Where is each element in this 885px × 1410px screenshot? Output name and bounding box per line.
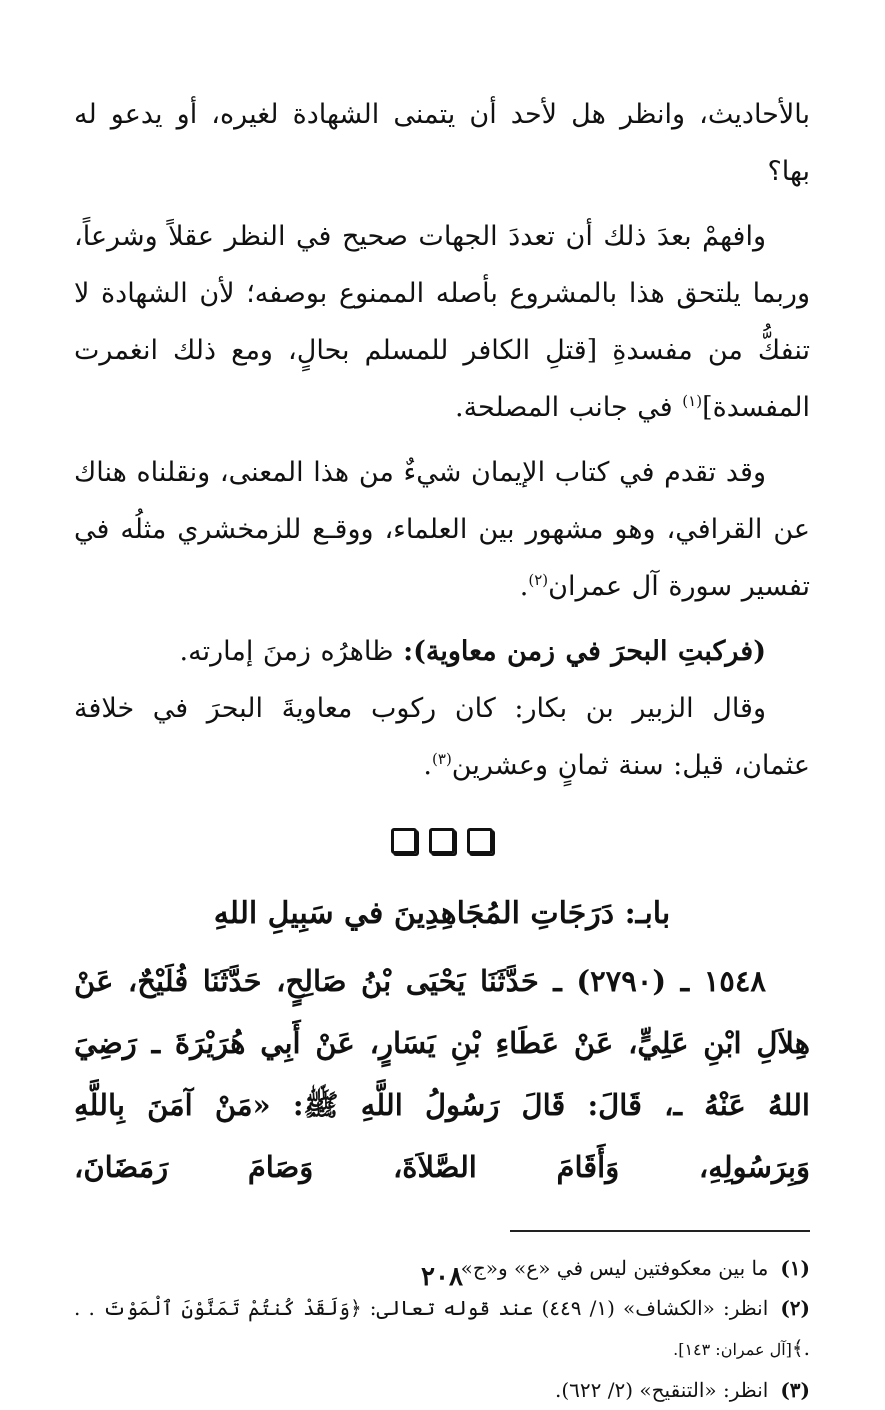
paragraph-sea <box>74 623 810 680</box>
square-ornament-icon <box>391 828 417 854</box>
square-ornament-icon <box>467 828 493 854</box>
footnote-marker-3[interactable]: (٣) <box>432 750 452 768</box>
footnote-text: انظر: «الكشاف» (١/ ٤٤٩) عند قوله تعالى: ﴿وَلَقَدْ كُنتُمْ تَمَنَّوْنَ ٱلْمَوْتَ . . .﴾ <box>74 1296 810 1360</box>
section-separator <box>74 828 810 854</box>
footnote-number: (٣) <box>780 1378 810 1402</box>
paragraph-text: . <box>519 571 529 602</box>
paragraph-text: وافهمْ بعدَ ذلك أن تعددَ الجهات صحيح في النظر عقلاً وشرعاً، وربما يلتحق هذا بالمشروع بأصله الممنوع بوصفه؛ لأن الشهادة لا تنفكُّ من مفسدةِ [قتلِ الكافر للمسلم بحالٍ، ومع ذلك انغمرت المفسدة] <box>74 221 810 423</box>
paragraph-zubair <box>74 680 810 794</box>
page-number: ٢٠٨ <box>421 1262 463 1292</box>
hadith-text: ١٥٤٨ ـ (٢٧٩٠) ـ حَدَّثَنَا يَحْيَى بْنُ صَالِحٍ، حَدَّثَنَا فُلَيْحٌ، عَنْ هِلاَلِ ابْنِ عَلِيٍّ، عَنْ عَطَاءِ بْنِ يَسَارٍ، عَنْ أَبِي هُرَيْرَةَ ـ رَضِيَ اللهُ عَنْهُ ـ، قَالَ: قَالَ رَسُولُ اللَّهِ ﷺ: «مَنْ آمَنَ بِاللَّهِ وَبِرَسُولِهِ، وَأَقَامَ الصَّلاَةَ، وَصَامَ رَمَضَانَ، <box>74 964 810 1184</box>
paragraph-iman <box>74 444 810 615</box>
paragraph-text: . <box>423 750 433 781</box>
footnote-text: ما بين معكوفتين ليس في «ع» و«ج». <box>454 1256 769 1280</box>
footnote-divider <box>510 1230 810 1232</box>
footnote-number: (١) <box>780 1256 810 1280</box>
footnote-number: (٢) <box>780 1296 810 1320</box>
paragraph-text: بالأحاديث، وانظر هل لأحد أن يتمنى الشهادة لغيره، أو يدعو له بها؟ <box>74 99 810 187</box>
paragraph-continuation <box>74 86 810 200</box>
footnote-text: انظر: «التنقيح» (٢/ ٦٢٢). <box>554 1378 769 1402</box>
page-content <box>74 86 810 1402</box>
footnote-marker-1[interactable]: (١) <box>682 392 703 410</box>
footnote-2 <box>74 1288 810 1370</box>
paragraph-text: وقد تقدم في كتاب الإيمان شيءٌ من هذا المعنى، ونقلناه هناك عن القرافي، وهو مشهور بين العلماء، ووقـع للزمخشري مثلُه في تفسير سورة آل عمران <box>74 457 810 602</box>
square-ornament-icon <box>429 828 455 854</box>
quran-reference: [آل عمران: ١٤٣]. <box>673 1340 792 1359</box>
paragraph-text: في جانب المصلحة. <box>455 392 683 423</box>
paragraph-jihat <box>74 208 810 436</box>
footnote-3 <box>74 1370 810 1410</box>
chapter-title: بابـ: دَرَجَاتِ المُجَاهِدِينَ في سَبِيلِ اللهِ <box>213 896 671 931</box>
paragraph-text: وقال الزبير بن بكار: كان ركوب معاويةَ البحرَ في خلافة عثمان، قيل: سنة ثمانٍ وعشرين <box>74 693 810 781</box>
footnote-marker-2[interactable]: (٢) <box>528 571 549 589</box>
paragraph-text: ظاهرُه زمنَ إمارته. <box>179 636 404 667</box>
quoted-phrase: (فركبتِ البحرَ في زمن معاوية): <box>403 636 766 667</box>
